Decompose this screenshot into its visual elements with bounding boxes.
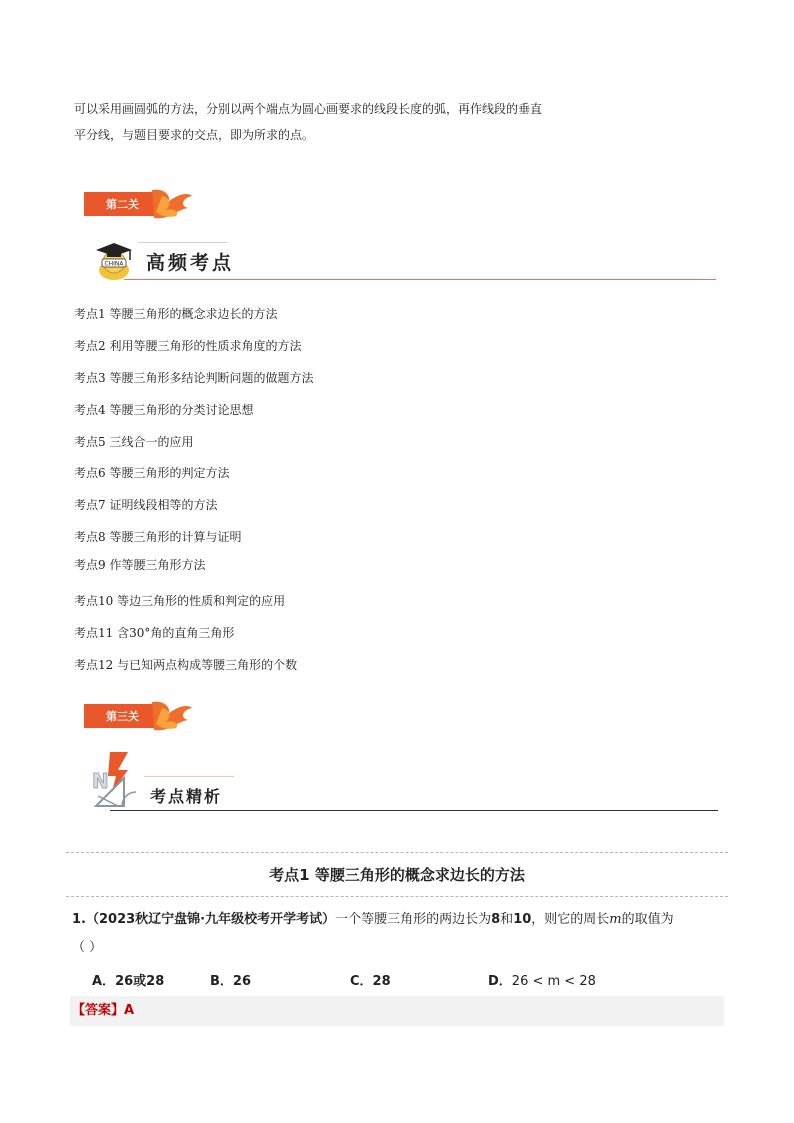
geometry-tools-icon	[88, 748, 148, 810]
answer-blank: （ ）	[72, 940, 103, 955]
number-10: 10	[513, 912, 532, 927]
variable-m: m	[609, 912, 622, 927]
ribbon-label: 第二关	[106, 198, 139, 211]
section-ribbon-2	[84, 186, 199, 222]
list-item: 考点6 等腰三角形的判定方法	[74, 466, 230, 480]
option-d	[488, 970, 596, 989]
list-item: 考点8 等腰三角形的计算与证明	[74, 530, 242, 544]
list-item: 考点1 等腰三角形的概念求边长的方法	[74, 307, 278, 321]
option-c	[350, 970, 391, 989]
section-divider-top	[66, 852, 728, 853]
option-key: D．	[488, 974, 512, 989]
answer-label: 【答案】	[72, 1003, 125, 1018]
question-number: 1.	[72, 912, 86, 927]
option-b	[210, 970, 251, 989]
question-stem-b: ，则它的周长	[531, 912, 610, 927]
list-item: 考点5 三线合一的应用	[74, 435, 194, 449]
list-item: 考点12 与已知两点构成等腰三角形的个数	[74, 658, 298, 672]
section-title: 考点1 等腰三角形的概念求边长的方法	[269, 866, 525, 884]
ribbon-label: 第三关	[106, 710, 139, 723]
heading-title: 考点精析	[150, 787, 223, 806]
question-1	[72, 906, 732, 962]
question-and: 和	[500, 912, 514, 927]
heading-high-frequency	[88, 238, 716, 286]
option-text: 28	[372, 974, 391, 989]
section-ribbon-3	[84, 698, 199, 734]
heading-underline	[110, 810, 718, 811]
intro-paragraph	[74, 96, 654, 148]
ribbon-flame-icon	[84, 698, 199, 734]
intro-line-2: 平分线，与题目要求的交点，即为所求的点。	[74, 128, 315, 142]
list-item: 考点10 等边三角形的性质和判定的应用	[74, 594, 286, 608]
question-source: （2023秋辽宁盘锦·九年级校考开学考试）	[85, 912, 336, 927]
section-divider-bottom	[66, 896, 728, 897]
number-8: 8	[491, 912, 501, 927]
option-text: 26 < m < 28	[511, 974, 596, 989]
heading-top-rule	[144, 776, 234, 777]
option-a	[92, 970, 164, 989]
option-key: B．	[210, 974, 233, 989]
heading-title: 高频考点	[146, 252, 235, 274]
heading-point-analysis	[88, 748, 720, 812]
list-item: 考点9 作等腰三角形方法	[74, 558, 206, 572]
graduate-icon	[92, 240, 136, 282]
list-item: 考点2 利用等腰三角形的性质求角度的方法	[74, 339, 302, 353]
list-item: 考点7 证明线段相等的方法	[74, 498, 218, 512]
question-stem-a: 一个等腰三角形的两边长为	[335, 912, 492, 927]
option-text: 26	[232, 974, 252, 989]
answer-box	[70, 996, 724, 1026]
svg-text:N: N	[92, 769, 109, 793]
list-item: 考点4 等腰三角形的分类讨论思想	[74, 403, 254, 417]
list-item: 考点11 含30°角的直角三角形	[74, 626, 235, 640]
intro-line-1: 可以采用画圆弧的方法，分别以两个端点为圆心画要求的线段长度的弧，再作线段的垂直	[74, 102, 543, 116]
question-stem-c: 的取值为	[621, 912, 674, 927]
ribbon-flame-icon	[84, 186, 199, 222]
answer-value: A	[124, 1003, 135, 1018]
heading-top-rule	[138, 242, 228, 243]
option-key: C．	[350, 974, 373, 989]
heading-underline	[124, 279, 716, 280]
option-text: 26或28	[115, 974, 165, 989]
option-key: A．	[92, 974, 116, 989]
icon-label: CHINA	[104, 260, 124, 268]
list-item: 考点3 等腰三角形多结论判断问题的做题方法	[74, 371, 314, 385]
